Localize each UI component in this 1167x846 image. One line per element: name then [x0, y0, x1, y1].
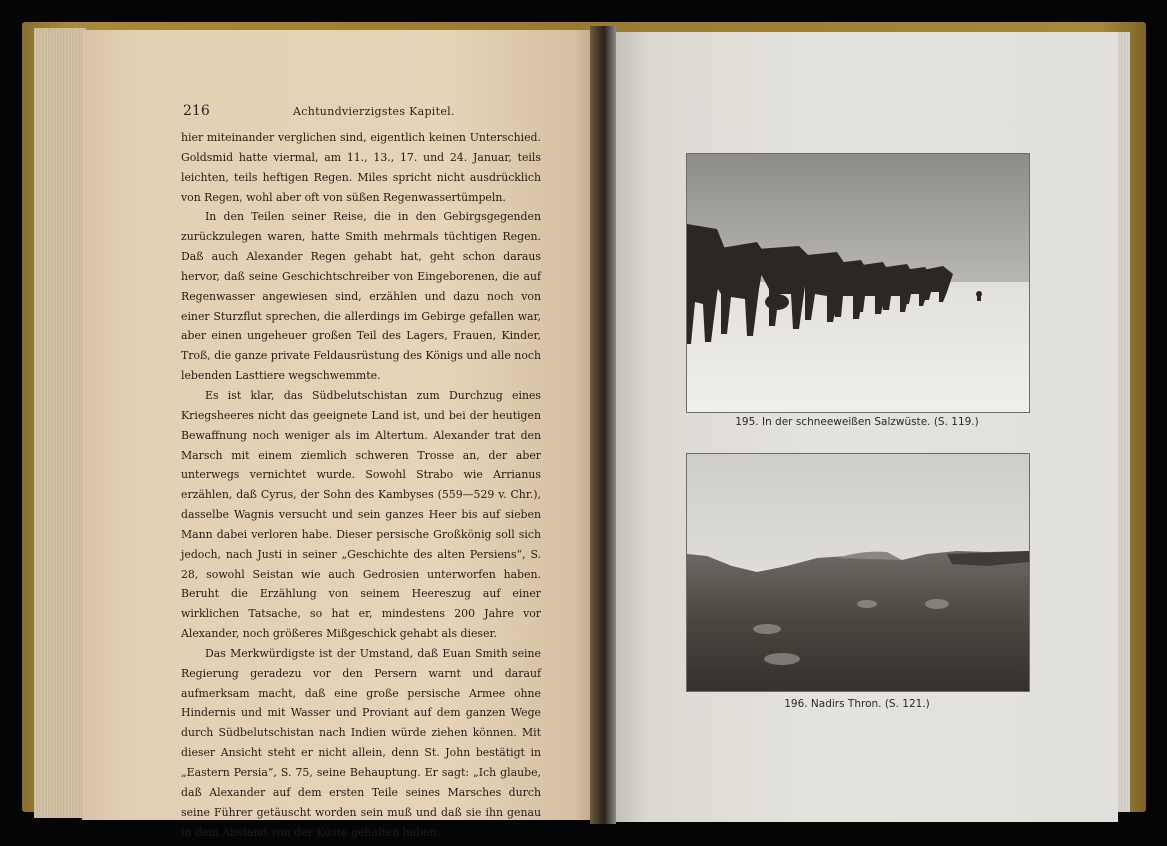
page-header: [183, 103, 540, 123]
body-text: [181, 128, 541, 842]
paragraph-4: Das Merkwürdigste ist der Umstand, daß Euan Smith seine Regierung geradezu vor den Persern warnt und darauf aufmerksam macht, daß eine große persische Armee ohne Hindernis und mit Wasser und Proviant auf dem ganzen Wege durch Südbelutschistan nach Indien würde ziehen können. Mit dieser Ansicht steht er nicht allein, denn St. John bestätigt in „Eastern Persia“, S. 75, seine Behauptung. Er sagt: „Ich glaube, daß Alexander auf dem ersten Teile seines Marsches durch seine Führer getäuscht worden sein muß und daß sie ihn genau in dem Abstand von der Küste gehalten haben,: [181, 646, 541, 839]
figure-196-caption: 196. Nadirs Thron. (S. 121.): [784, 698, 930, 710]
figure-195-caption: 195. In der schneeweißen Salzwüste. (S. 119.): [735, 416, 979, 428]
photo-nadirs-throne: [686, 453, 1030, 692]
running-head: Achtundvierzigstes Kapitel.: [293, 105, 455, 118]
book-gutter: [590, 26, 616, 824]
photo-camel-caravan: [686, 153, 1030, 413]
paragraph-1: hier miteinander verglichen sind, eigentlich keinen Unterschied. Goldsmid hatte viermal, am 11., 13., 17. und 24. Januar, teils leichten, teils heftigen Regen. Miles spricht nicht ausdrücklich von Regen, wohl aber oft von süßen Regenwassertümpeln.: [181, 131, 541, 204]
paragraph-3: Es ist klar, das Südbelutschistan zum Durchzug eines Kriegsheeres nicht das geeignete Land ist, und bei der heutigen Bewaffnung noch weniger als im Altertum. Alexander trat den Marsch mit einem ziemlich schweren Trosse an, der aber unterwegs vernichtet wurde. Sowohl Strabo wie Arrianus erzählen, daß Cyrus, der Sohn des Kambyses (559—529 v. Chr.), dasselbe Wagnis versucht und sein ganzes Heer bis auf sieben Mann dabei verloren habe. Dieser persische Großkönig soll sich jedoch, nach Justi in seiner „Geschichte des alten Persiens“, S. 28, sowohl Seistan wie auch Gedrosien unterworfen haben. Beruht die Erzählung von seinem Heereszug auf einer wirklichen Tatsache, so hat er, mindestens 200 Jahre vor Alexander, noch größeres Mißgeschick gehabt als dieser.: [181, 388, 541, 641]
page-edges-left: [34, 28, 86, 818]
paragraph-2: In den Teilen seiner Reise, die in den Gebirgsgegenden zurückzulegen waren, hatte Smith mehrmals tüchtigen Regen. Daß auch Alexander Regen gehabt hat, geht schon daraus hervor, daß seine Geschichtschreiber von Eingeborenen, die auf Regenwasser angewiesen sind, erzählen und dazu noch von einer Sturzflut sprechen, die allerdings im Gebirge gefallen war, aber einen ungeheuer großen Teil des Lagers, Frauen, Kinder, Troß, die ganze private Feldausrüstung des Königs und alle noch lebenden Lasttiere wegschwemmte.: [181, 210, 541, 383]
page-number: 216: [183, 103, 210, 119]
